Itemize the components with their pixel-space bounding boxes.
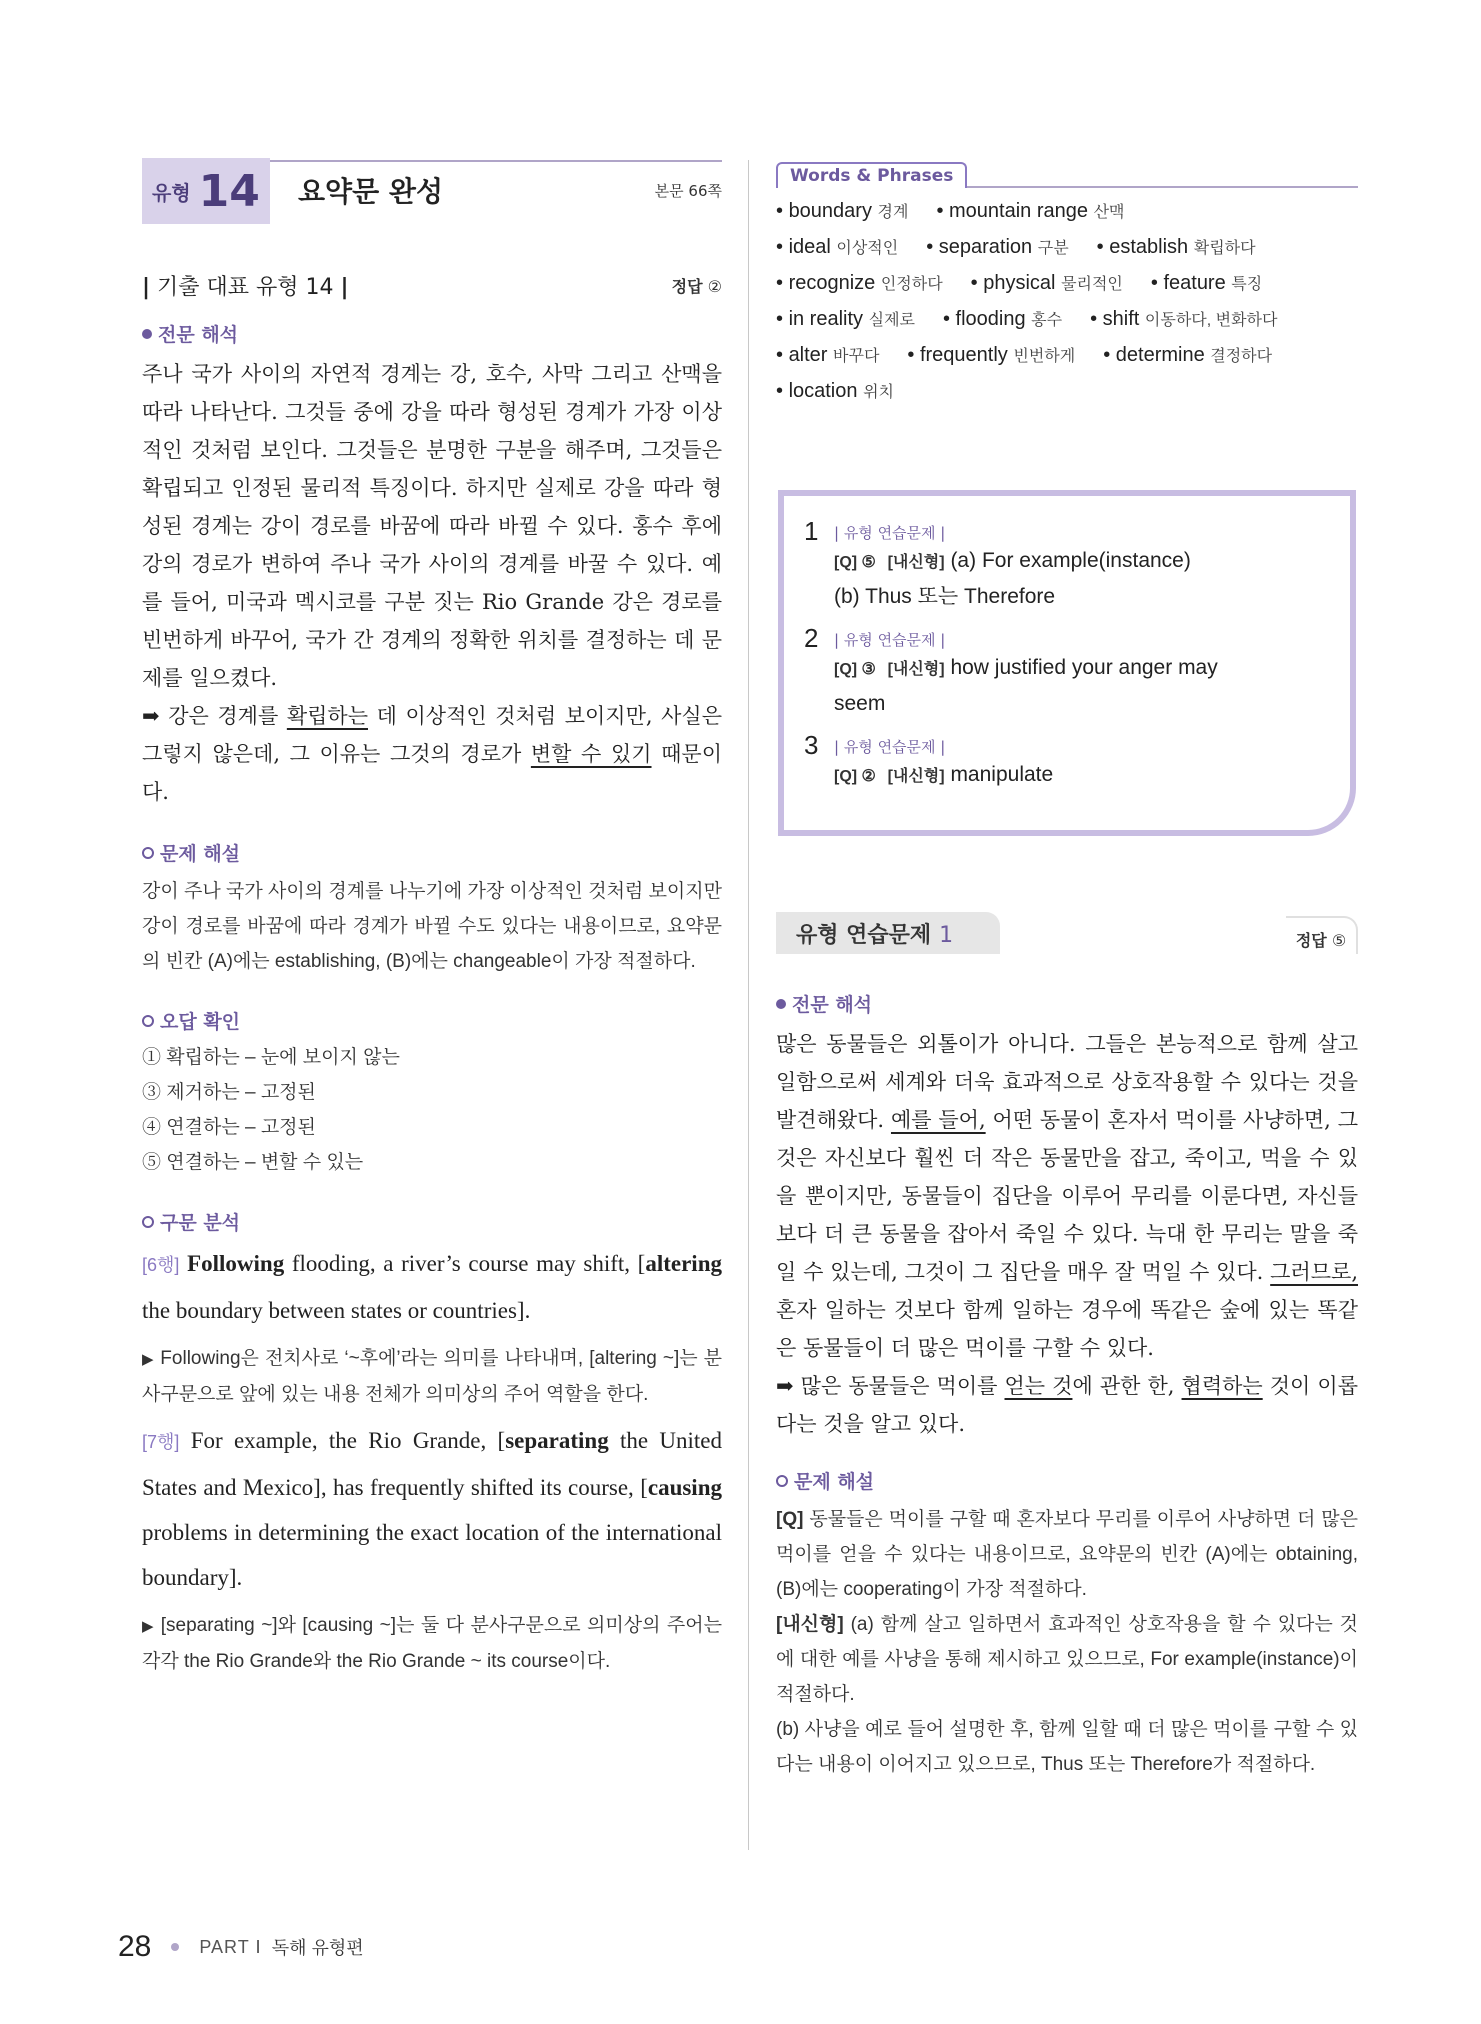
naesin-tag: [내신형]	[887, 661, 945, 678]
page-number: 28	[118, 1930, 152, 1963]
answer-line	[834, 545, 1330, 579]
text: 때문이다.	[142, 742, 722, 804]
heading-text: 문제 해설	[794, 1471, 875, 1493]
note-text: Following은 전치사로 ‘~후에’라는 의미를 나타내며, [altering ~]는 분사구문으로 앞에 있는 내용 전체가 의미상의 주어 역할을 한다.	[142, 1348, 722, 1405]
word-en: location	[788, 380, 858, 402]
word-ko: 실제로	[868, 312, 915, 329]
line-ref: [7행]	[142, 1432, 180, 1452]
word-ko: 확립하다	[1193, 240, 1256, 257]
word-en: boundary	[788, 200, 872, 222]
word-ko: 이동하다, 변화하다	[1144, 312, 1278, 329]
summary-paragraph	[142, 697, 722, 811]
q-tag: [Q] ③	[834, 661, 876, 678]
word-ko: 결정하다	[1210, 348, 1273, 365]
answer-value: ⑤	[1331, 931, 1347, 950]
sub-title-text: 기출 대표 유형 14	[157, 275, 334, 300]
word-en: shift	[1102, 308, 1140, 330]
bullet-ring-icon	[142, 847, 154, 859]
syntax-sentence-1	[142, 1241, 722, 1333]
word-en: frequently	[919, 344, 1008, 366]
word-en: physical	[983, 272, 1056, 294]
bold-text: separating	[505, 1428, 609, 1453]
section-heading	[776, 990, 1358, 1017]
right-column	[776, 160, 1358, 1775]
underlined-text: 확립하는	[286, 704, 368, 728]
summary-paragraph	[776, 1367, 1358, 1443]
text: flooding, a river’s course may shift, [	[284, 1251, 646, 1276]
word-ko: 물리적인	[1061, 276, 1123, 293]
wrong-answer-list	[142, 1040, 722, 1180]
word-item: • frequently 빈번하게	[907, 344, 1076, 366]
text: 어떤 동물이 혼자서 먹이를 사냥하면, 그것은 자신보다 훨씬 더 작은 동물만을 잡고, 죽이고, 먹을 수 있을 뿐이지만, 동물들이 집단을 이루어 무리를 이룬다면, 자신들보다 더 큰 동물을 잡아서 죽일 수 있다. 늑대 한 무리는 말을 죽일 수 있는데, 그것이 그 집단을 매우 잘 먹일 수 있다.	[776, 1108, 1358, 1284]
item-number: 3	[804, 730, 819, 760]
answer-label: 정답	[671, 277, 703, 296]
word-ko: 특징	[1231, 276, 1263, 293]
answer-text: how justified your anger may	[950, 656, 1218, 679]
words-row	[776, 374, 1358, 410]
text: 에 관한 한,	[1072, 1374, 1182, 1398]
syntax-sentence-2	[142, 1418, 722, 1600]
translation-paragraph: 주나 국가 사이의 자연적 경계는 강, 호수, 사막 그리고 산맥을 따라 나타난다. 그것들 중에 강을 따라 형성된 경계가 가장 이상적인 것처럼 보인다. 그것들은 분명한 구분을 해주며, 그것들은 확립되고 인정된 물리적 특징이다. 하지만 실제로 강을 따라 형성된 경계는 강이 경로를 바꿈에 따라 바뀔 수 있다. 홍수 후에 강의 경로가 변하여 주나 국가 사이의 경계를 바꿀 수 있다. 예를 들어, 미국과 멕시코를 구분 짓는 Rio Grande 강은 경로를 빈번하게 바꾸어, 국가 간 경계의 정확한 위치를 결정하는 데 문제를 일으켰다.	[142, 362, 722, 690]
left-column	[142, 160, 722, 1679]
word-ko: 경계	[877, 204, 909, 221]
text: problems in determining the exact location of the international boundary].	[142, 1520, 722, 1590]
practice-title: 유형 연습문제	[796, 923, 932, 948]
line-ref: [6행]	[142, 1255, 180, 1275]
practice-answer-box	[778, 490, 1356, 836]
practice-answer-item	[804, 623, 1330, 720]
word-item: • recognize 인정하다	[776, 272, 943, 294]
word-en: establish	[1109, 236, 1189, 258]
sub-header	[142, 270, 722, 300]
words-row	[776, 230, 1358, 266]
word-ko: 구분	[1037, 240, 1069, 257]
word-en: separation	[938, 236, 1033, 258]
heading-text: 구문 분석	[160, 1212, 241, 1234]
naesin-tag: [내신형]	[776, 1614, 844, 1635]
bullet-ring-icon	[142, 1015, 154, 1027]
bullet-ring-icon	[142, 1216, 154, 1228]
type-number: 14	[198, 165, 260, 217]
page-reference: 본문 66쪽	[654, 182, 722, 200]
word-item: • mountain range 산맥	[936, 200, 1125, 222]
page-title: 요약문 완성	[298, 175, 443, 208]
word-en: alter	[788, 344, 828, 366]
underlined-text: 예를 들어,	[890, 1108, 986, 1132]
word-item: • boundary 경계	[776, 200, 909, 222]
heading-text: 전문 해석	[792, 994, 873, 1016]
q-tag: [Q] ②	[834, 768, 876, 785]
word-item: • determine 결정하다	[1103, 344, 1273, 366]
answer-text: (b) Thus 또는 Therefore	[834, 585, 1056, 608]
practice-answer-item	[804, 516, 1330, 613]
item-label: | 유형 연습문제 |	[834, 524, 946, 542]
answer-text: manipulate	[950, 763, 1054, 786]
answer-label: 정답	[1295, 931, 1327, 950]
word-item: • separation 구분	[926, 236, 1069, 258]
list-item: ① 확립하는 – 눈에 보이지 않는	[142, 1047, 400, 1068]
bold-text: Following	[187, 1251, 285, 1276]
column-divider	[748, 160, 749, 1850]
word-item: • ideal 이상적인	[776, 236, 899, 258]
word-en: feature	[1163, 272, 1226, 294]
page-footer	[118, 1930, 364, 1964]
practice-number: 1	[939, 923, 954, 948]
part-label: PART Ⅰ	[199, 1936, 262, 1957]
words-list	[776, 194, 1358, 410]
text: 데 이상적인 것처럼 보이지만, 사실은 그렇지 않은데, 그 이유는 그것의 경로가	[142, 704, 722, 766]
naesin-tag: [내신형]	[887, 768, 945, 785]
words-tab: Words & Phrases	[776, 162, 967, 188]
word-ko: 산맥	[1093, 204, 1125, 221]
word-ko: 바꾸다	[833, 348, 880, 365]
heading-text: 전문 해석	[158, 324, 239, 346]
answer-text: (a) For example(instance)	[950, 549, 1191, 572]
word-en: mountain range	[949, 200, 1088, 222]
problem-explanation-naesin	[776, 1607, 1358, 1712]
triangle-bullet-icon: ▶	[142, 1351, 155, 1368]
words-header	[776, 160, 1358, 188]
q-tag: [Q] ⑤	[834, 554, 876, 571]
word-item: • in reality 실제로	[776, 308, 915, 330]
item-number: 2	[804, 623, 819, 653]
word-ko: 빈번하게	[1013, 348, 1076, 365]
word-item: • flooding 홍수	[942, 308, 1063, 330]
type-tab	[142, 158, 270, 224]
item-body	[834, 730, 1330, 793]
text: 혼자 일하는 것보다 함께 일하는 경우에 똑같은 숲에 있는 똑같은 동물들이 더 많은 먹이를 구할 수 있다.	[776, 1298, 1358, 1360]
section-header	[142, 160, 722, 224]
syntax-note-1	[142, 1341, 722, 1412]
section-heading	[142, 320, 722, 347]
type-label: 유형	[152, 180, 191, 205]
text: ➡ 많은 동물들은 먹이를	[776, 1374, 1005, 1398]
practice-content	[776, 970, 1358, 1782]
text: the boundary between states or countries].	[142, 1298, 531, 1323]
answer-value: ②	[707, 277, 722, 296]
translation-paragraph	[776, 1025, 1358, 1367]
word-en: ideal	[788, 236, 831, 258]
bullet-dot-icon	[776, 999, 786, 1009]
word-ko: 이상적인	[836, 240, 899, 257]
answer-line	[834, 652, 1330, 686]
word-ko: 위치	[863, 384, 894, 401]
word-en: flooding	[955, 308, 1026, 330]
list-item: ④ 연결하는 – 고정된	[142, 1117, 316, 1138]
underlined-text: 얻는 것	[1004, 1374, 1073, 1398]
heading-text: 문제 해설	[160, 843, 241, 865]
note-text: [separating ~]와 [causing ~]는 둘 다 분사구문으로 의미상의 주어는 각각 the Rio Grande와 the Rio Grande ~ its course이다.	[142, 1615, 722, 1672]
sub-title: | 기출 대표 유형 14 |	[142, 275, 349, 300]
word-item: • establish 확립하다	[1096, 236, 1256, 258]
q-tag: [Q]	[776, 1509, 804, 1530]
word-item: • feature 특징	[1150, 272, 1263, 294]
problem-explanation: 강이 주나 국가 사이의 경계를 나누기에 가장 이상적인 것처럼 보이지만 강이 경로를 바꿈에 따라 경계가 바뀔 수도 있다는 내용이므로, 요약문의 빈칸 (A)에는 establishing, (B)에는 changeable이 가장 적절하다.	[142, 881, 722, 972]
item-label: | 유형 연습문제 |	[834, 631, 946, 649]
answer-line	[834, 759, 1330, 793]
bullet-dot-icon	[142, 329, 152, 339]
item-label: | 유형 연습문제 |	[834, 738, 946, 756]
section-heading	[142, 1208, 722, 1235]
answer	[672, 274, 722, 297]
heading-text: 오답 확인	[160, 1011, 241, 1033]
section-heading	[776, 1467, 1358, 1494]
underlined-text: 협력하는	[1181, 1374, 1263, 1398]
item-body	[834, 516, 1330, 613]
word-ko: 홍수	[1031, 312, 1063, 329]
word-item: • shift 이동하다, 변화하다	[1090, 308, 1278, 330]
word-item: • location 위치	[776, 380, 894, 402]
bold-text: causing	[647, 1475, 722, 1500]
word-en: determine	[1115, 344, 1205, 366]
text: ➡ 강은 경계를	[142, 704, 287, 728]
triangle-bullet-icon: ▶	[142, 1618, 155, 1635]
text: (a) 함께 살고 일하면서 효과적인 상호작용을 할 수 있다는 것에 대한 예를 사냥을 통해 제시하고 있으므로, For example(instance)이 적절하다.	[776, 1614, 1358, 1705]
bullet-ring-icon	[776, 1475, 788, 1487]
text: the United States and Mexico], has frequently shifted its course, [	[142, 1428, 723, 1500]
underlined-text: 변할 수 있기	[530, 742, 652, 766]
section-heading	[142, 1007, 722, 1034]
list-item: ⑤ 연결하는 – 변할 수 있는	[142, 1152, 364, 1173]
problem-explanation-q	[776, 1502, 1358, 1607]
text: For example, the Rio Grande, [	[179, 1428, 506, 1453]
text: 많은 동물들은 외톨이가 아니다. 그들은 본능적으로 함께 살고 일함으로써 세계와 더욱 효과적으로 상호작용할 수 있다는 것을 발견해왔다.	[776, 1032, 1358, 1132]
word-en: recognize	[788, 272, 876, 294]
list-item: ③ 제거하는 – 고정된	[142, 1082, 316, 1103]
practice-header	[776, 912, 1358, 954]
footer-dot-icon	[171, 1943, 179, 1951]
text: 것이 이롭다는 것을 알고 있다.	[776, 1374, 1358, 1436]
item-body	[834, 623, 1330, 720]
word-en: in reality	[788, 308, 864, 330]
practice-answer-item	[804, 730, 1330, 793]
practice-answer	[1286, 916, 1358, 954]
word-ko: 인정하다	[880, 276, 943, 293]
word-item: • alter 바꾸다	[776, 344, 880, 366]
problem-explanation-b: (b) 사냥을 예로 들어 설명한 후, 함께 일할 때 더 많은 먹이를 구할 수 있다는 내용이 이어지고 있으므로, Thus 또는 Therefore가 적절하다.	[776, 1719, 1358, 1775]
answer-text: seem	[834, 692, 886, 715]
section-heading	[142, 839, 722, 866]
syntax-note-2	[142, 1608, 722, 1679]
part-title: 독해 유형편	[271, 1938, 364, 1958]
bold-text: altering	[645, 1251, 722, 1276]
practice-tab	[776, 912, 1000, 954]
underlined-text: 그러므로,	[1270, 1260, 1358, 1284]
words-row	[776, 302, 1358, 338]
word-item: • physical 물리적인	[970, 272, 1123, 294]
words-row	[776, 338, 1358, 374]
words-row	[776, 194, 1358, 230]
item-number: 1	[804, 516, 819, 546]
words-row	[776, 266, 1358, 302]
text: 동물들은 먹이를 구할 때 혼자보다 무리를 이루어 사냥하면 더 많은 먹이를 얻을 수 있다는 내용이므로, 요약문의 빈칸 (A)에는 obtaining, (B)에는 cooperating이 가장 적절하다.	[776, 1509, 1358, 1600]
naesin-tag: [내신형]	[887, 554, 945, 571]
